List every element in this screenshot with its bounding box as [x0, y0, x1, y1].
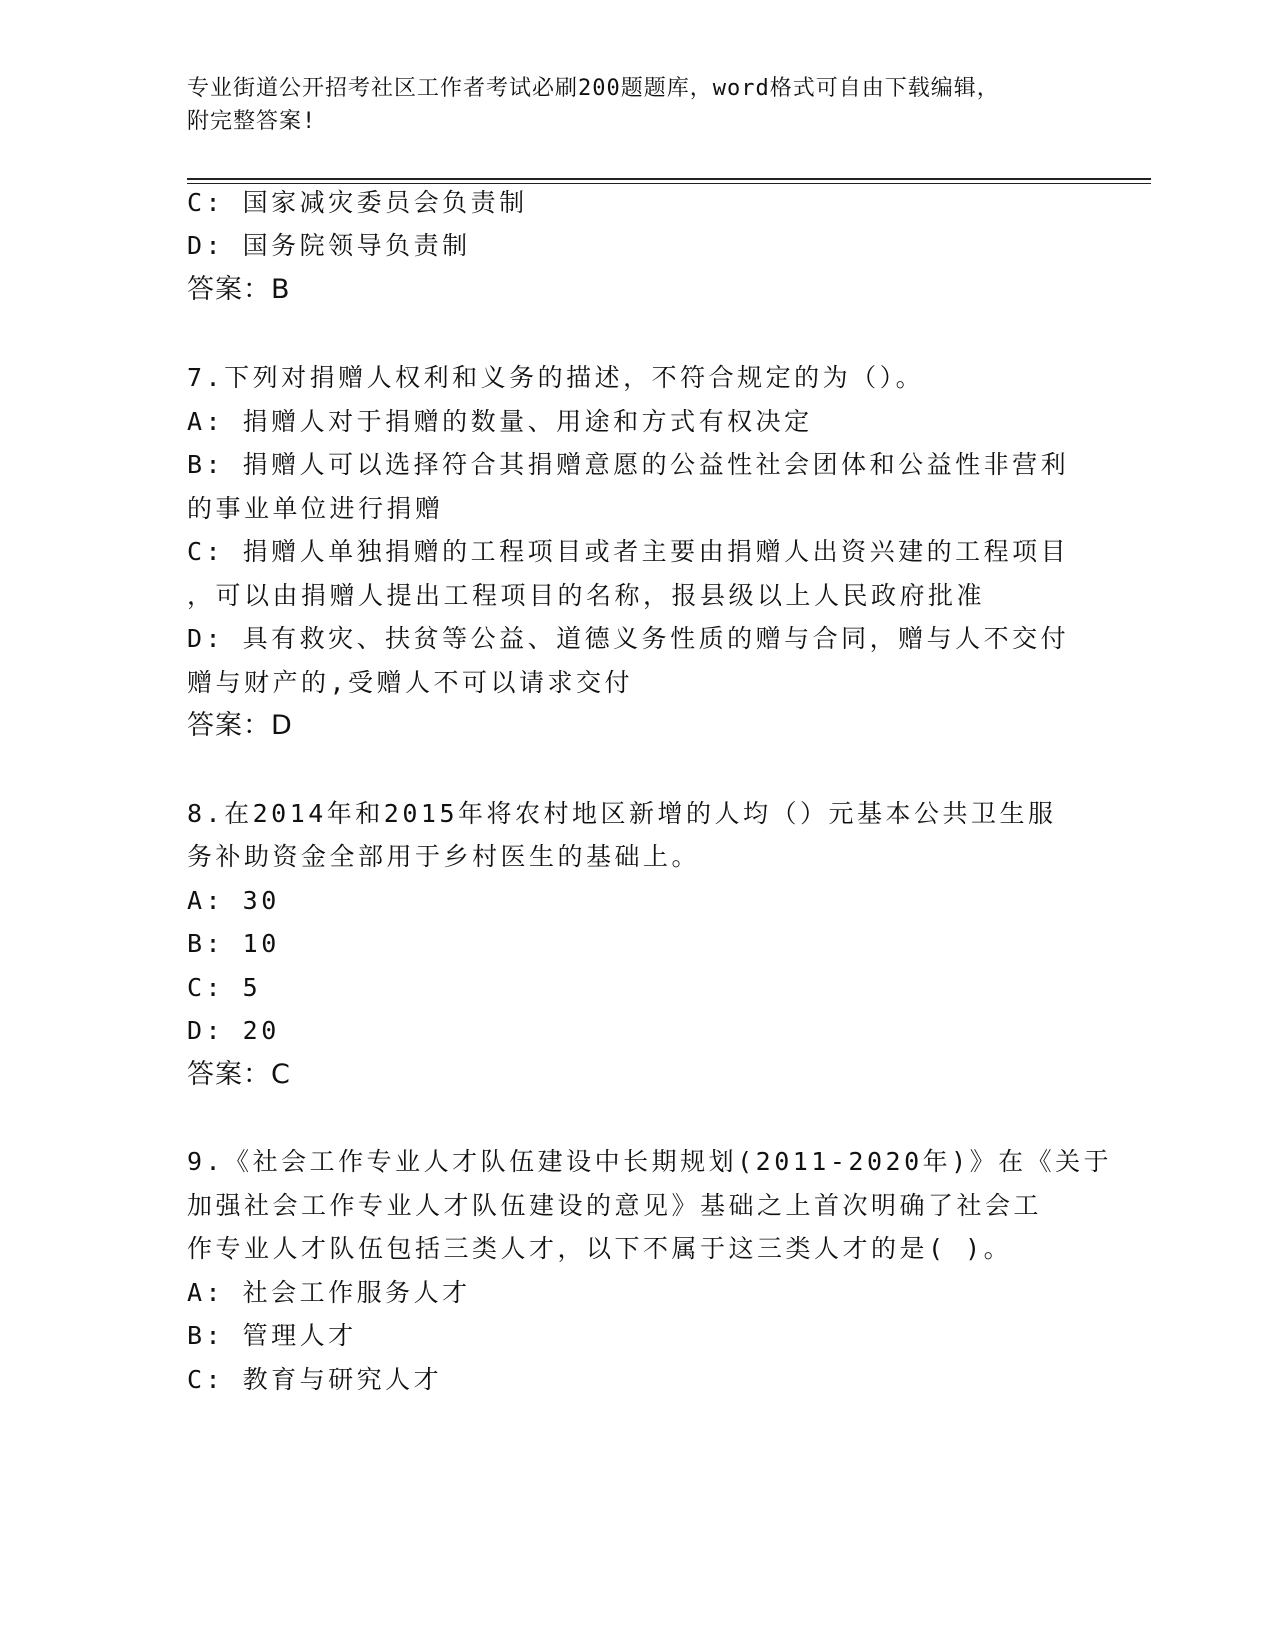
- q8-option-b: B: 10: [187, 929, 280, 958]
- q7-option-c-line-2: ，可以由捐赠人提出工程项目的名称，报县级以上人民政府批准: [187, 581, 986, 610]
- header-divider-thin: [187, 183, 1151, 184]
- header-title-line-1: 专业街道公开招考社区工作者考试必刷200题题库，word格式可自由下载编辑，: [187, 76, 1000, 101]
- q8-option-a: A: 30: [187, 886, 280, 915]
- q7-stem: 7.下列对捐赠人权利和义务的描述，不符合规定的为（）。: [187, 363, 925, 392]
- q8-option-c: C: 5: [187, 973, 262, 1002]
- q7-option-d-line-1: D: 具有救灾、扶贫等公益、道德义务性质的赠与合同，赠与人不交付: [187, 624, 1070, 653]
- q9-stem-line-1: 9.《社会工作专业人才队伍建设中长期规划(2011-2020年)》在《关于: [187, 1147, 1113, 1176]
- q6-answer: 答案：B: [187, 274, 291, 305]
- document-header: [187, 72, 1087, 138]
- header-divider-thick: [187, 178, 1151, 180]
- q8-answer: 答案：C: [187, 1059, 291, 1090]
- q7-option-a: A: 捐赠人对于捐赠的数量、用途和方式有权决定: [187, 407, 813, 436]
- q8-stem-line-1: 8.在2014年和2015年将农村地区新增的人均（）元基本公共卫生服: [187, 799, 1057, 828]
- q9-option-b: B: 管理人才: [187, 1321, 357, 1350]
- q7-answer: 答案：D: [187, 710, 293, 741]
- q9-option-a: A: 社会工作服务人才: [187, 1278, 471, 1307]
- q8-option-d: D: 20: [187, 1016, 280, 1045]
- q7-option-c-line-1: C: 捐赠人单独捐赠的工程项目或者主要由捐赠人出资兴建的工程项目: [187, 537, 1070, 566]
- q7-option-d-line-2: 赠与财产的,受赠人不可以请求交付: [187, 668, 634, 697]
- q9-option-c: C: 教育与研究人才: [187, 1365, 443, 1394]
- q6-option-c: C: 国家减灾委员会负责制: [187, 188, 528, 217]
- q7-option-b-line-1: B: 捐赠人可以选择符合其捐赠意愿的公益性社会团体和公益性非营利: [187, 450, 1070, 479]
- q9-stem-line-3: 作专业人才队伍包括三类人才，以下不属于这三类人才的是( )。: [187, 1234, 1013, 1263]
- q7-option-b-line-2: 的事业单位进行捐赠: [187, 494, 444, 523]
- header-title-line-2: 附完整答案!: [187, 109, 317, 134]
- q6-option-d: D: 国务院领导负责制: [187, 231, 471, 260]
- q8-stem-line-2: 务补助资金全部用于乡村医生的基础上。: [187, 842, 701, 871]
- q9-stem-line-2: 加强社会工作专业人才队伍建设的意见》基础之上首次明确了社会工: [187, 1191, 1043, 1220]
